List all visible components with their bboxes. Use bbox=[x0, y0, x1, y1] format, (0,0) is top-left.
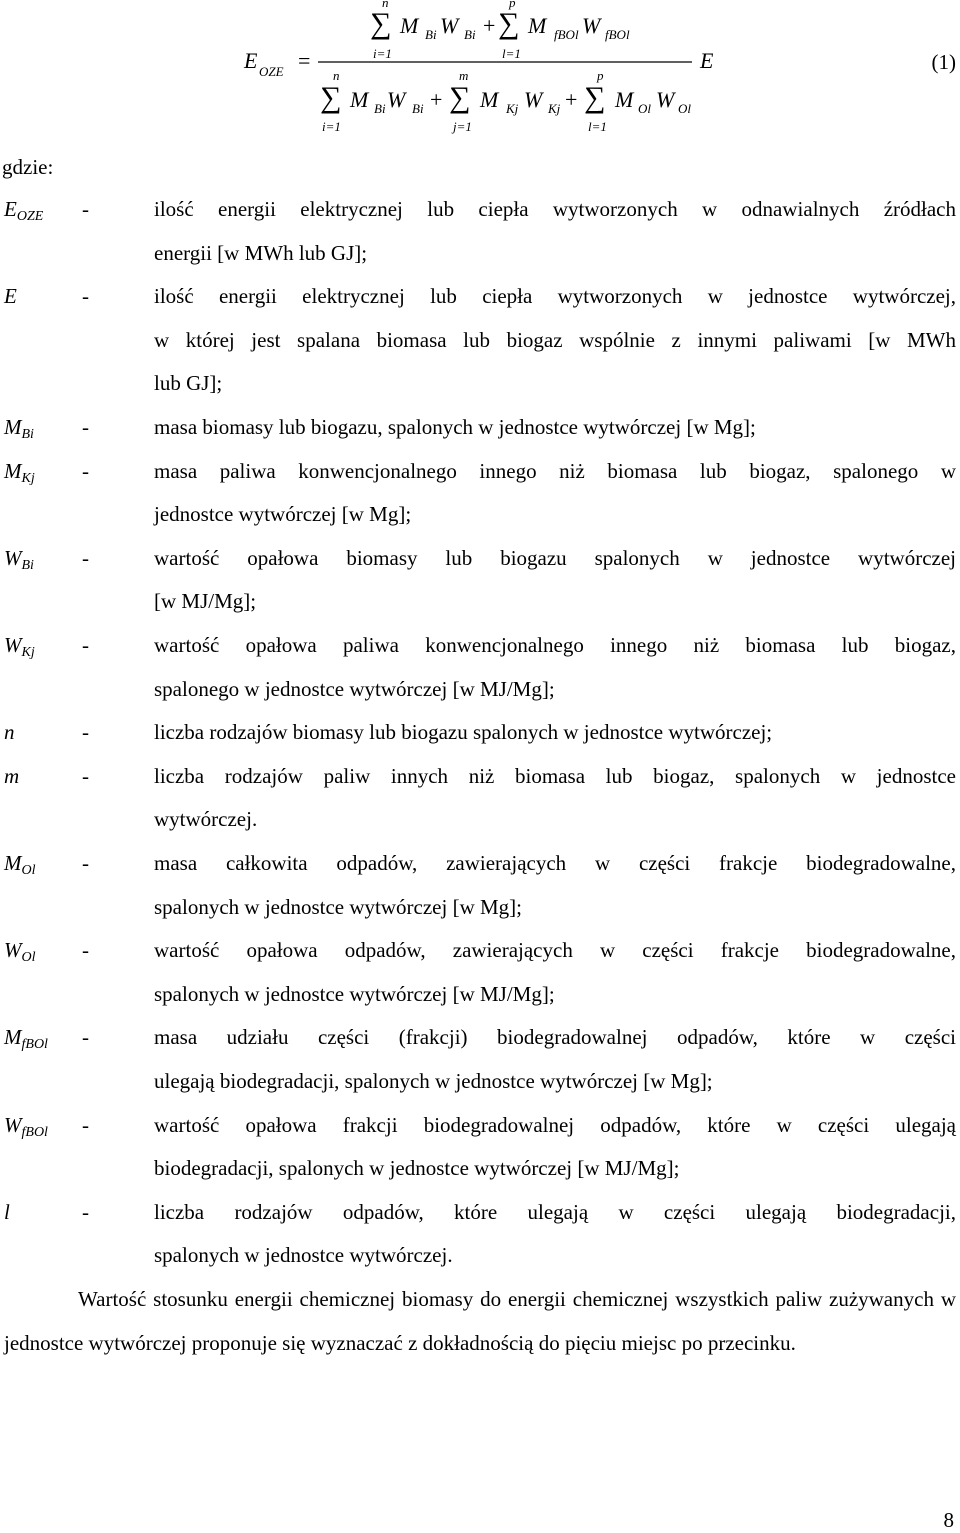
definition-text-line: [w MJ/Mg]; bbox=[154, 589, 257, 614]
definition-text-line: spalonych w jednostce wytwórczej. bbox=[154, 1243, 453, 1268]
mass-symbol: M bbox=[528, 13, 547, 38]
mass-symbol: M bbox=[400, 13, 419, 38]
sigma-symbol: ∑ bbox=[370, 7, 392, 40]
definition-dash: - bbox=[82, 633, 89, 657]
definition-symbol: $W_{Ol}$ bbox=[4, 938, 36, 966]
definition-text-line: masa udziału części (frakcji) biodegradowalnej odpadów, które w części bbox=[154, 1025, 956, 1050]
definition-dash: - bbox=[82, 763, 89, 788]
value-subscript: Ol bbox=[678, 101, 691, 116]
definition-dash: - bbox=[82, 938, 89, 963]
mass-subscript: Bi bbox=[374, 101, 386, 116]
definition-symbol: $W_{Bi}$ bbox=[4, 545, 34, 573]
definition-text-line: ilość energii elektrycznej lub ciepła wytworzonych w jednostce wytwórczej, bbox=[154, 284, 956, 309]
definition-symbol: $M_{Kj}$ bbox=[4, 458, 35, 486]
definition-text-line: wartość opałowa paliwa konwencjonalnego innego niż biomasa lub biogaz, bbox=[154, 633, 956, 657]
definition-dash: - bbox=[82, 1025, 89, 1050]
definition-dash: - bbox=[82, 458, 89, 483]
sum-upper-limit: p bbox=[509, 0, 516, 10]
definition-dash: - bbox=[82, 415, 89, 439]
definition-symbol: $M_{Ol}$ bbox=[4, 851, 36, 878]
rhs-symbol: E bbox=[700, 48, 714, 73]
definition-text-line: wartość opałowa odpadów, zawierających w części frakcje biodegradowalne, bbox=[154, 938, 956, 963]
value-symbol: W bbox=[387, 87, 406, 112]
definition-symbol: n bbox=[4, 720, 15, 745]
definition-text-line: spalonych w jednostce wytwórczej [w MJ/Mg]; bbox=[154, 981, 555, 1006]
definition-text-line: masa biomasy lub biogazu, spalonych w jednostce wytwórczej [w Mg]; bbox=[154, 415, 756, 439]
sigma-symbol: ∑ bbox=[449, 81, 471, 114]
sum-lower-limit: l=1 bbox=[588, 119, 607, 134]
definition-text-line: lub GJ]; bbox=[154, 371, 223, 396]
definition-dash: - bbox=[82, 720, 89, 745]
sum-lower-limit: l=1 bbox=[502, 46, 521, 61]
definition-text-line: ilość energii elektrycznej lub ciepła wytworzonych w odnawialnych źródłach bbox=[154, 197, 956, 221]
definition-symbol: m bbox=[4, 763, 20, 788]
definition-symbol-subscript: fBOl bbox=[21, 1037, 48, 1053]
sum-upper-limit: n bbox=[333, 68, 340, 83]
definition-text-line: w której jest spalana biomasa lub biogaz wspólnie z innymi paliwami [w MWh bbox=[154, 327, 956, 352]
sigma-symbol: ∑ bbox=[320, 81, 342, 114]
value-subscript: Bi bbox=[464, 27, 476, 42]
mass-subscript: fBOl bbox=[554, 27, 579, 42]
definition-symbol-subscript: Bi bbox=[21, 557, 34, 573]
equals-sign: = bbox=[298, 48, 311, 73]
definition-dash: - bbox=[82, 197, 89, 221]
definition-dash: - bbox=[82, 1199, 89, 1224]
mass-subscript: Kj bbox=[506, 101, 519, 116]
denominator bbox=[320, 68, 691, 134]
value-symbol: W bbox=[656, 87, 675, 112]
definition-symbol: $W_{Kj}$ bbox=[4, 633, 35, 660]
definition-text-line: wartość opałowa biomasy lub biogazu spalonych w jednostce wytwórczej bbox=[154, 545, 956, 570]
definition-text-line: wartość opałowa frakcji biodegradowalnej odpadów, które w części ulegają bbox=[154, 1112, 956, 1137]
definition-text-line: biodegradacji, spalonych w jednostce wytwórczej [w MJ/Mg]; bbox=[154, 1156, 680, 1181]
definition-symbol-subscript: Kj bbox=[21, 470, 35, 486]
definition-dash: - bbox=[82, 545, 89, 570]
definition-text-line: liczba rodzajów odpadów, które ulegają w części ulegają biodegradacji, bbox=[154, 1199, 956, 1224]
equation-svg bbox=[0, 0, 960, 140]
definition-text-line: ulegają biodegradacji, spalonych w jednostce wytwórczej [w Mg]; bbox=[154, 1068, 713, 1093]
closing-paragraph: Wartość stosunku energii chemicznej biomasy do energii chemicznej wszystkich paliw zużywanych w jednostce wytwórczej proponuje się wyznaczać z dokładnością do pięciu miejsc po przecinku. bbox=[4, 1287, 956, 1355]
sum-lower-limit: j=1 bbox=[453, 119, 472, 134]
value-symbol: W bbox=[440, 13, 459, 38]
mass-subscript: Ol bbox=[638, 101, 651, 116]
value-subscript: Kj bbox=[548, 101, 561, 116]
equation-1 bbox=[0, 0, 960, 140]
sum-lower-limit: i=1 bbox=[322, 119, 341, 134]
definition-symbol: E bbox=[4, 284, 17, 309]
value-symbol: W bbox=[524, 87, 543, 112]
definition-text-line: liczba rodzajów paliw innych niż biomasa lub biogaz, spalonych w jednostce bbox=[154, 763, 956, 788]
definition-symbol-subscript: fBOl bbox=[21, 1124, 48, 1140]
definition-symbol-subscript: Ol bbox=[21, 950, 36, 966]
definition-text-line: masa paliwa konwencjonalnego innego niż biomasa lub biogaz, spalonego w bbox=[154, 458, 956, 483]
definition-symbol: $W_{fBOl}$ bbox=[4, 1112, 48, 1140]
definition-symbol-subscript: Kj bbox=[21, 645, 35, 660]
sigma-symbol: ∑ bbox=[498, 7, 520, 40]
plus-sign: + bbox=[430, 87, 443, 112]
mass-symbol: M bbox=[350, 87, 369, 112]
numerator bbox=[370, 0, 630, 61]
definition-text-line: energii [w MWh lub GJ]; bbox=[154, 240, 368, 265]
definition-symbol-subscript: Ol bbox=[21, 863, 36, 878]
lhs-subscript: OZE bbox=[259, 64, 284, 79]
definition-text-line: spalonych w jednostce wytwórczej [w Mg]; bbox=[154, 894, 522, 919]
mass-symbol: M bbox=[480, 87, 499, 112]
sum-upper-limit: m bbox=[459, 68, 469, 83]
definition-dash: - bbox=[82, 851, 89, 875]
mass-symbol: M bbox=[615, 87, 634, 112]
definition-dash: - bbox=[82, 284, 89, 309]
definition-text-line: jednostce wytwórczej [w Mg]; bbox=[154, 502, 412, 527]
sum-upper-limit: p bbox=[597, 68, 604, 83]
plus-sign: + bbox=[565, 87, 578, 112]
definition-text-line: masa całkowita odpadów, zawierających w części frakcje biodegradowalne, bbox=[154, 851, 956, 875]
definition-symbol-subscript: OZE bbox=[16, 209, 44, 224]
definition-symbol-subscript: Bi bbox=[21, 427, 34, 442]
definition-text-line: spalonego w jednostce wytwórczej [w MJ/Mg]; bbox=[154, 676, 555, 701]
sum-upper-limit: n bbox=[382, 0, 389, 10]
sigma-symbol: ∑ bbox=[584, 81, 606, 114]
page-number: 8 bbox=[943, 1508, 954, 1532]
value-subscript: Bi bbox=[412, 101, 424, 116]
mass-subscript: Bi bbox=[425, 27, 437, 42]
definition-symbol: $M_{Bi}$ bbox=[4, 415, 34, 442]
intro-label: gdzie: bbox=[2, 155, 54, 179]
sum-lower-limit: i=1 bbox=[373, 46, 392, 61]
definition-text-line: wytwórczej. bbox=[154, 807, 258, 832]
lhs-symbol: E bbox=[244, 48, 258, 73]
value-subscript: fBOl bbox=[605, 27, 630, 42]
definition-dash: - bbox=[82, 1112, 89, 1137]
definition-text-line: liczba rodzajów biomasy lub biogazu spalonych w jednostce wytwórczej; bbox=[154, 720, 773, 745]
definition-symbol: $E_{OZE}$ bbox=[4, 197, 44, 224]
definition-symbol: $M_{fBOl}$ bbox=[4, 1025, 48, 1053]
plus-sign: + bbox=[483, 13, 496, 38]
equation-number: (1) bbox=[931, 50, 956, 74]
definition-symbol: l bbox=[4, 1199, 10, 1224]
value-symbol: W bbox=[582, 13, 601, 38]
